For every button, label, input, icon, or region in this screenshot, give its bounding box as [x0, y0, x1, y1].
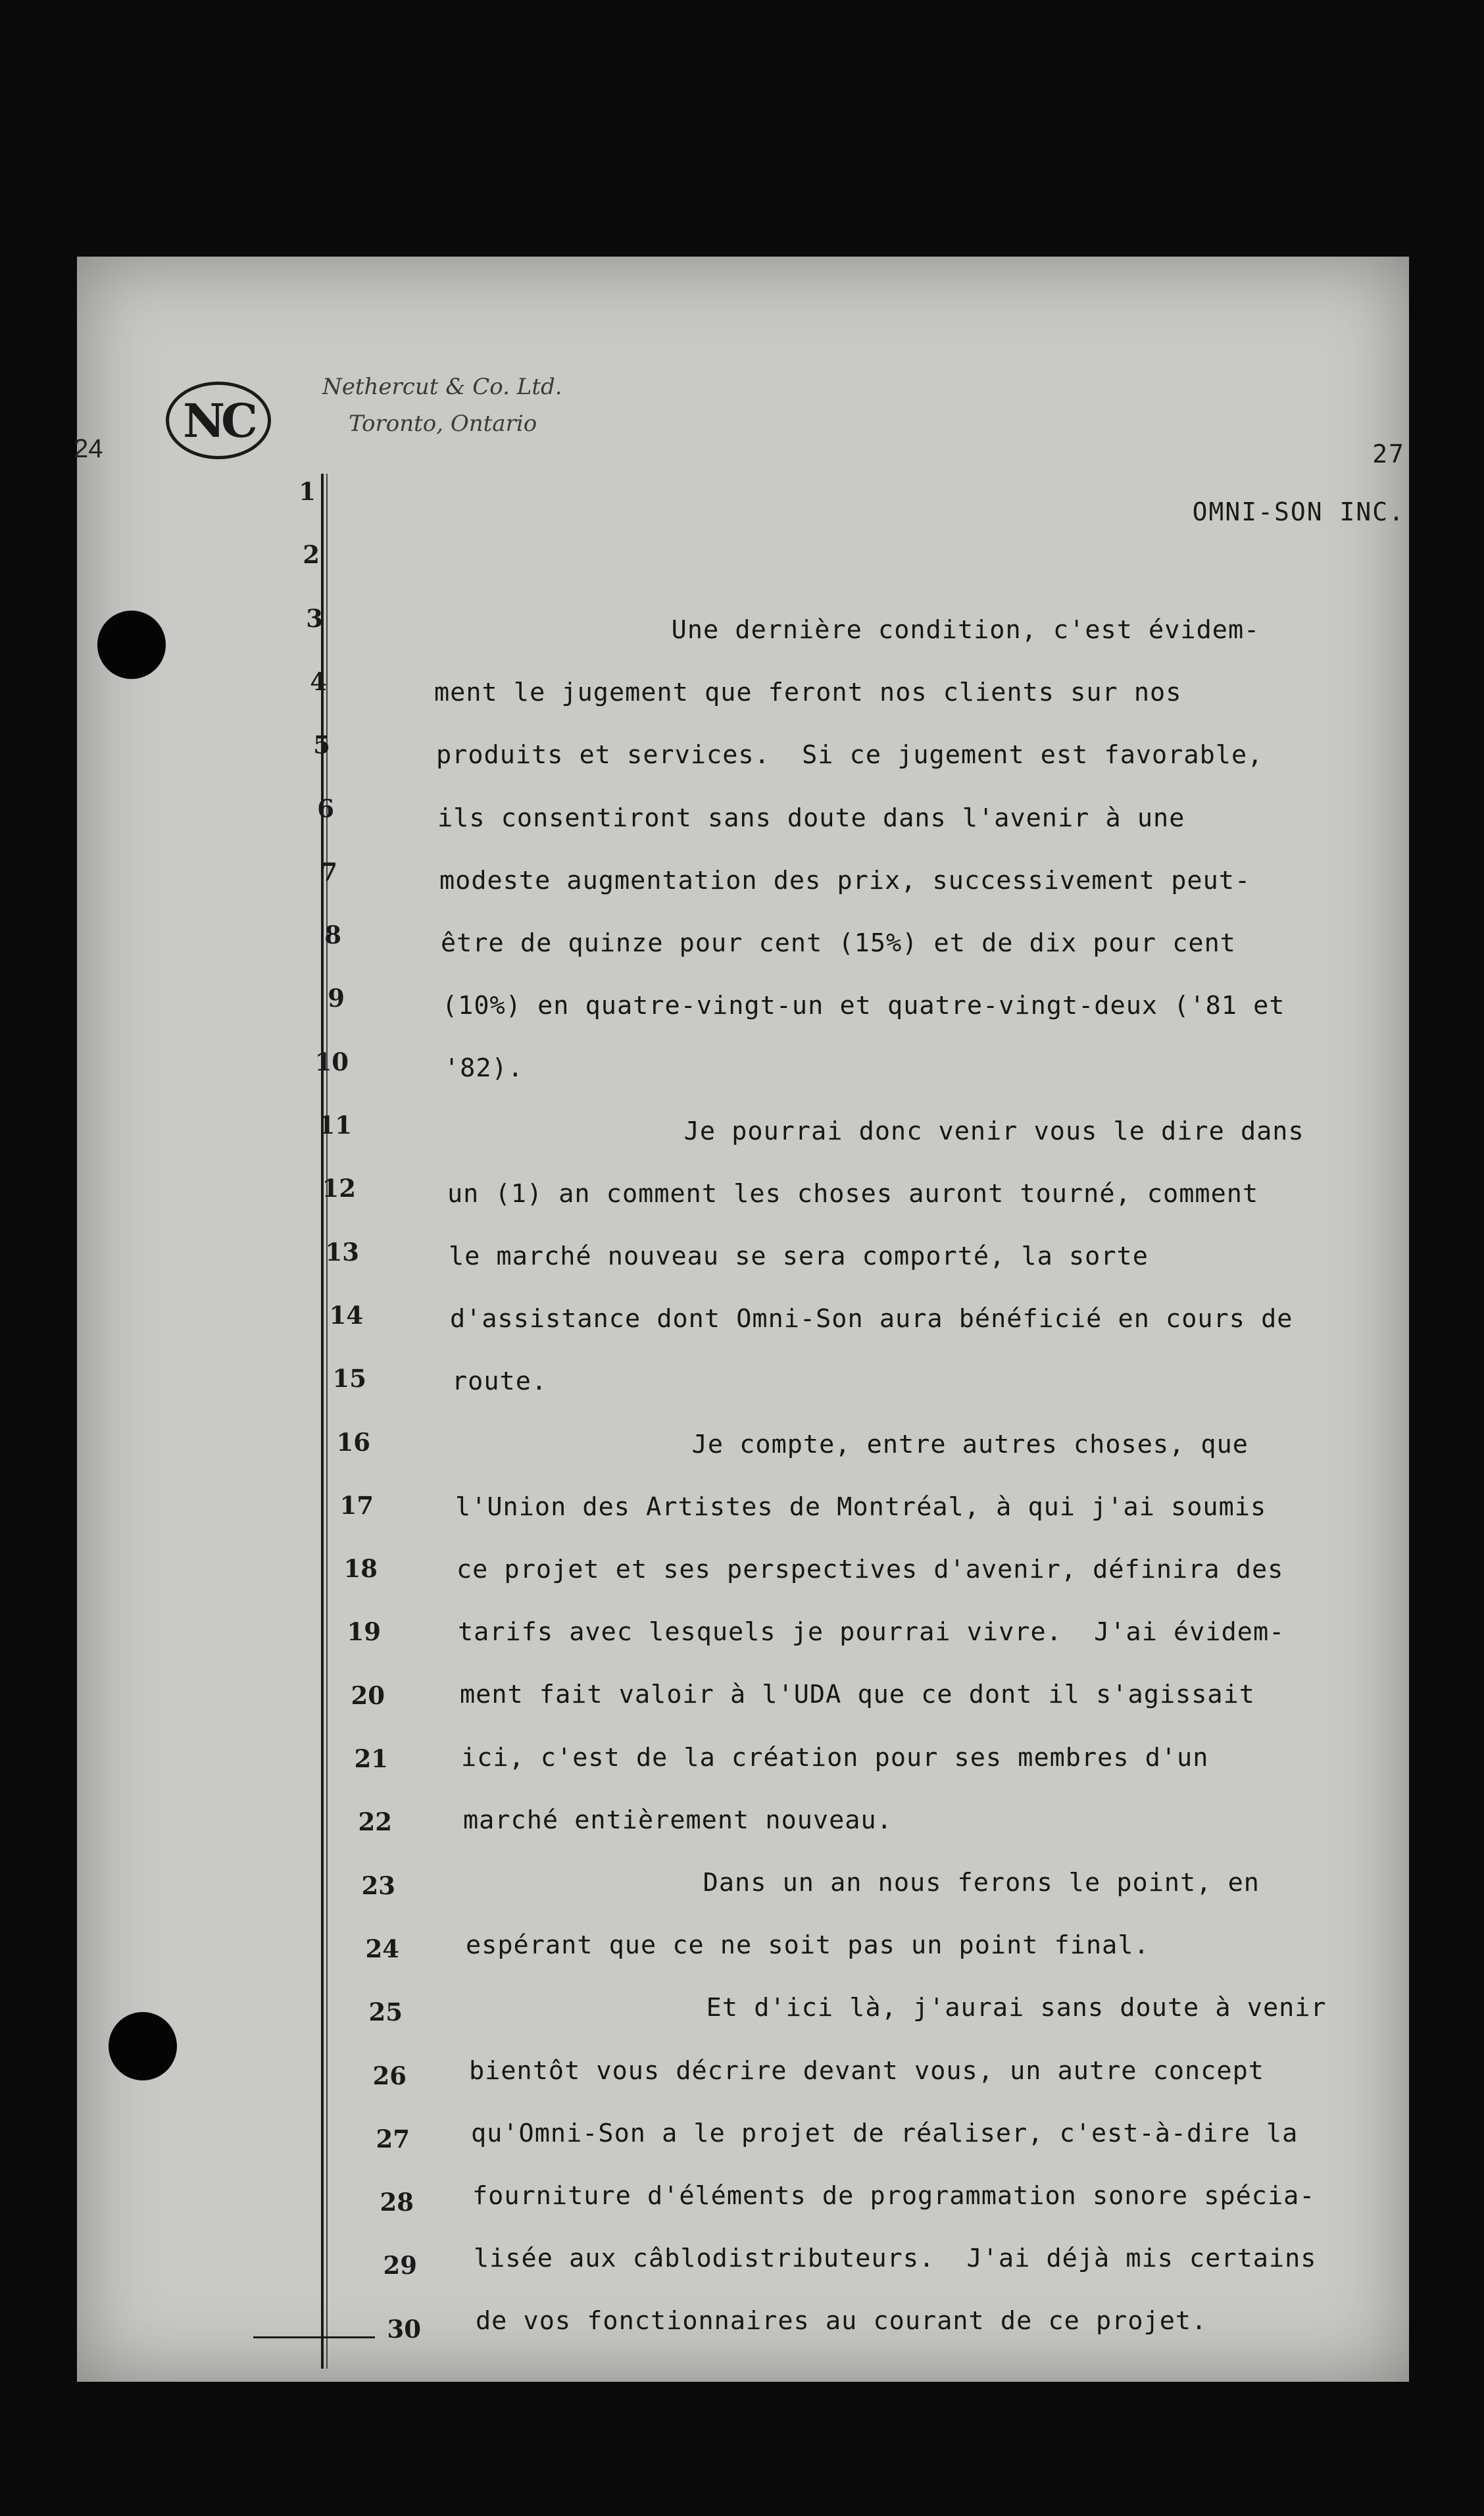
firm-name: Nethercut & Co. Ltd.	[322, 374, 562, 400]
transcript-line: fourniture d'éléments de programmation sonore spécia-	[472, 2181, 1316, 2211]
transcript-line: Je pourrai donc venir vous le dire dans	[445, 1117, 1304, 1146]
transcript-line: Dans un an nous ferons le point, en	[464, 1868, 1260, 1898]
line-number: 30	[387, 2315, 421, 2344]
line-number: 1	[299, 477, 316, 506]
transcript-line: route.	[452, 1367, 548, 1396]
transcript-line: modeste augmentation des prix, successivement peut-	[439, 866, 1251, 895]
transcript-line: tarifs avec lesquels je pourrai vivre. J'ai évidem-	[458, 1617, 1285, 1647]
line-number: 20	[351, 1681, 385, 1710]
line-number: 2	[303, 540, 320, 569]
transcript-line: ment le jugement que feront nos clients sur nos	[434, 678, 1182, 707]
line-number: 19	[347, 1617, 381, 1646]
line-number: 13	[325, 1238, 359, 1267]
transcript-line: de vos fonctionnaires au courant de ce projet.	[476, 2306, 1208, 2336]
transcript-line: ce projet et ses perspectives d'avenir, définira des	[457, 1555, 1284, 1584]
transcript-line: le marché nouveau se sera comporté, la sorte	[449, 1242, 1149, 1271]
line-number: 29	[383, 2251, 417, 2280]
line-number: 18	[343, 1554, 378, 1583]
transcript-line: l'Union des Artistes de Montréal, à qui j'ai soumis	[455, 1492, 1267, 1522]
line-number: 10	[314, 1047, 349, 1076]
line-number: 5	[313, 730, 330, 759]
firm-logo: NC	[166, 382, 271, 459]
line-number: 6	[317, 794, 334, 823]
line-number: 24	[365, 1934, 399, 1963]
transcript-line: ment fait valoir à l'UDA que ce dont il s'agissait	[460, 1680, 1255, 1709]
line-number: 27	[376, 2125, 410, 2153]
transcript-line: un (1) an comment les choses auront tourné, comment	[447, 1179, 1259, 1209]
transcript-line: produits et services. Si ce jugement est favorable,	[436, 740, 1264, 770]
line-number: 16	[336, 1428, 370, 1457]
transcript-line: ici, c'est de la création pour ses membres d'un	[461, 1743, 1209, 1773]
punch-hole-bottom	[109, 2012, 177, 2080]
transcript-line: qu'Omni-Son a le projet de réaliser, c'est-à-dire la	[471, 2119, 1298, 2148]
transcript-line: espérant que ce ne soit pas un point final.	[466, 1930, 1150, 1960]
line-number: 14	[329, 1301, 363, 1330]
line-number: 11	[318, 1111, 352, 1140]
transcript-line: bientôt vous décrire devant vous, un autre concept	[469, 2056, 1264, 2086]
transcript-line: être de quinze pour cent (15%) et de dix pour cent	[441, 928, 1236, 958]
line-number: 8	[324, 920, 341, 949]
transcript-line: Une dernière condition, c'est évidem-	[433, 615, 1260, 645]
transcript-line: (10%) en quatre-vingt-un et quatre-vingt-deux ('81 et	[442, 991, 1285, 1020]
transcript-line: Et d'ici là, j'aurai sans doute à venir	[468, 1993, 1327, 2023]
firm-city: Toronto, Ontario	[349, 411, 537, 437]
line-number: 21	[354, 1744, 388, 1773]
line-number: 7	[320, 857, 337, 886]
margin-tag: 24	[74, 434, 103, 463]
line-number: 28	[380, 2188, 414, 2217]
transcript-line: ils consentiront sans doute dans l'avenir à une	[437, 803, 1185, 833]
line-number: 23	[361, 1871, 395, 1900]
transcript-line: marché entièrement nouveau.	[463, 1805, 893, 1835]
line-number: 25	[368, 1998, 403, 2026]
line-number: 12	[322, 1174, 356, 1203]
transcript-line: d'assistance dont Omni-Son aura bénéficié en cours de	[450, 1304, 1293, 1334]
page-number: 27	[1372, 440, 1405, 468]
line-number: 15	[332, 1364, 366, 1393]
line-number: 26	[372, 2061, 407, 2090]
punch-hole-top	[97, 611, 166, 679]
line-number: 17	[339, 1491, 374, 1520]
transcript-line: Je compte, entre autres choses, que	[453, 1430, 1249, 1459]
line-number: 3	[306, 604, 323, 633]
transcript-line: '82).	[444, 1053, 524, 1083]
line-number: 9	[328, 984, 345, 1013]
firm-letterhead	[322, 368, 562, 442]
company-header: OMNI-SON INC.	[1192, 497, 1405, 526]
line-number: 4	[310, 667, 327, 696]
transcript-line: lisée aux câblodistributeurs. J'ai déjà mis certains	[474, 2244, 1317, 2273]
line-number: 22	[358, 1807, 392, 1836]
